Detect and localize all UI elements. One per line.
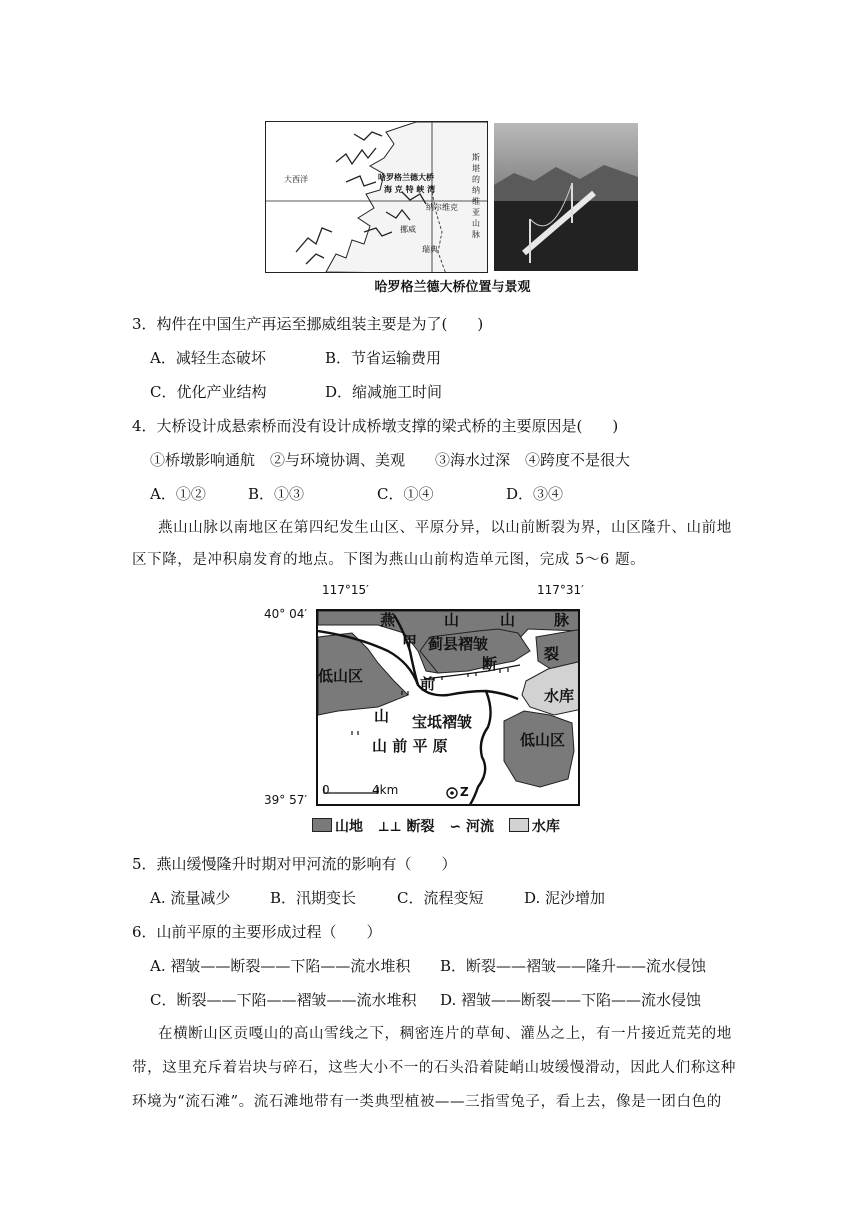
map-label-yan: 燕 (380, 611, 396, 629)
q5-option-b[interactable]: B．汛期变长 (270, 889, 357, 907)
q5-option-d[interactable]: D. 泥沙增加 (524, 889, 606, 907)
map-label-low-right: 低山区 (520, 731, 566, 749)
legend-reservoir-swatch (509, 818, 529, 832)
map-label-jixian-fold: 蓟县褶皱 (428, 635, 489, 653)
label-mountains (472, 152, 482, 240)
mtn-char: 的 (472, 175, 480, 184)
q3-option-b[interactable]: B．节省运输费用 (325, 349, 442, 367)
mtn-char: 堪 (472, 164, 480, 173)
q5-option-c[interactable]: C．流程变短 (397, 889, 484, 907)
mtn-char: 斯 (472, 153, 480, 162)
q4-option-d[interactable]: D．③④ (506, 485, 564, 503)
q5-option-a[interactable]: A. 流量减少 (150, 889, 231, 907)
mtn-char: 亚 (472, 208, 480, 217)
lon-right: 117°31′ (537, 583, 584, 597)
river-symbol-icon: ∽ (449, 819, 462, 835)
label-bridge: 哈罗格兰德大桥 (378, 173, 434, 182)
legend-river: 河流 (466, 819, 494, 835)
map-label-shan2: 山 (500, 611, 516, 629)
scale-4km: 4km (372, 783, 399, 797)
passage2-line2: 带，这里充斥着岩块与碎石，这些大小不一的石头沿着陡峭山坡缓慢滑动，因此人们称这种 (132, 1060, 736, 1076)
label-atlantic: 大西洋 (284, 175, 308, 184)
map-label-mai: 脉 (554, 611, 570, 629)
map-label-qian: 前 (420, 675, 436, 693)
map-label-baodi-fold: 宝坻褶皱 (412, 713, 473, 731)
legend-fault: 断裂 (406, 819, 435, 835)
q6-stem: 6．山前平原的主要形成过程（ ） (132, 923, 382, 941)
map-label-low-left: 低山区 (318, 667, 364, 685)
bridge-map-drawing (266, 122, 488, 273)
legend-mountain: 山地 (335, 819, 363, 835)
yanshan-structure-map (316, 609, 580, 806)
mtn-char: 维 (472, 197, 480, 206)
map-label-duan: 断 (482, 655, 498, 673)
bridge-location-map (265, 121, 488, 273)
q6-option-d[interactable]: D. 褶皱——断裂——下陷——流水侵蚀 (440, 991, 702, 1009)
legend-mountain-swatch (312, 818, 332, 832)
label-norway: 挪威 (400, 225, 416, 234)
bridge-photo-drawing (494, 123, 638, 271)
lon-left: 117°15′ (322, 583, 369, 597)
q6-option-c[interactable]: C．断裂——下陷——褶皱——流水堆积 (150, 991, 417, 1009)
q6-option-b[interactable]: B．断裂——褶皱——隆升——流水侵蚀 (440, 957, 707, 975)
q4-option-b[interactable]: B．①③ (248, 485, 305, 503)
q3-option-a[interactable]: A．减轻生态破坏 (150, 349, 266, 367)
figure1-caption: 哈罗格兰德大桥位置与景观 (374, 280, 531, 295)
map-label-reservoir: 水库 (544, 687, 575, 705)
lat-bottom: 39° 57′ (264, 793, 308, 807)
q4-option-c[interactable]: C．①④ (377, 485, 434, 503)
map-label-lie: 裂 (544, 645, 560, 663)
passage1-line1: 燕山山脉以南地区在第四纪发生山区、平原分异，以山前断裂为界，山区隆升、山前地 (158, 520, 732, 536)
lat-top: 40° 04′ (264, 607, 308, 621)
passage1-line2: 区下降，是冲积扇发育的地点。下图为燕山山前构造单元图，完成 5～6 题。 (132, 552, 646, 568)
map-label-plain: 山 前 平 原 (372, 737, 448, 755)
passage2-line1: 在横断山区贡嘎山的高山雪线之下，稠密连片的草甸、灌丛之上，有一片接近荒芜的地 (158, 1026, 732, 1042)
map-label-jia: 甲 (402, 633, 418, 651)
map-label-shan1: 山 (444, 611, 460, 629)
scale-zero: 0 (322, 783, 330, 797)
label-sweden: 瑞典 (422, 245, 438, 254)
passage2-line3: 环境为“流石滩”。流石滩地带有一类典型植被——三指雪兔子，看上去，像是一团白色的 (132, 1094, 722, 1110)
q4-option-a[interactable]: A．①② (150, 485, 206, 503)
legend-reservoir: 水库 (531, 819, 560, 835)
label-bay: 海 克 特 峡 湾 (384, 185, 436, 194)
q4-stem: 4．大桥设计成悬索桥而没有设计成桥墩支撑的梁式桥的主要原因是( ) (132, 417, 619, 435)
mtn-char: 纳 (472, 186, 480, 195)
map-label-z: Z (460, 785, 469, 799)
q3-option-d[interactable]: D．缩减施工时间 (325, 383, 443, 401)
mtn-char: 脉 (472, 230, 480, 239)
map-label-shan3: 山 (374, 707, 390, 725)
q3-stem: 3．构件在中国生产再运至挪威组装主要是为了( ) (132, 315, 484, 333)
mtn-char: 山 (472, 219, 480, 228)
q4-items: ①桥墩影响通航 ②与环境协调、美观 ③海水过深 ④跨度不是很大 (150, 451, 631, 469)
q6-option-a[interactable]: A. 褶皱——断裂——下陷——流水堆积 (150, 957, 411, 975)
figure2-legend (312, 816, 602, 836)
label-narvik: 纳尔维克 (426, 203, 458, 212)
bridge-photo (494, 123, 638, 271)
q3-option-c[interactable]: C．优化产业结构 (150, 383, 267, 401)
q5-stem: 5．燕山缓慢隆升时期对甲河流的影响有（ ） (132, 855, 457, 873)
fault-symbol-icon: ⊥⊥ (377, 820, 402, 835)
